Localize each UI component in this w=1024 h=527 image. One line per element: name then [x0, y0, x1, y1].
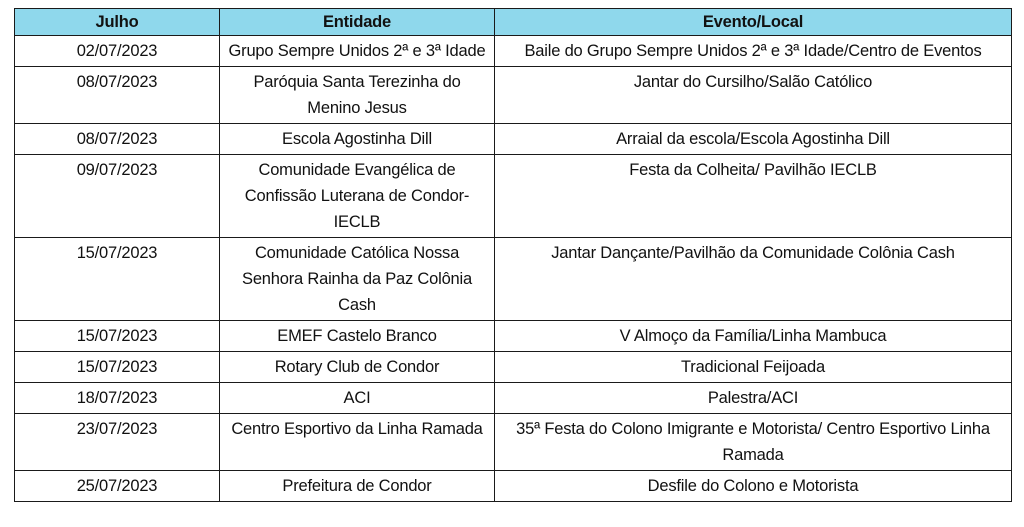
- table-row: [15, 414, 1012, 471]
- cell-date: 09/07/2023: [15, 155, 220, 238]
- table-row: [15, 471, 1012, 502]
- cell-event: Desfile do Colono e Motorista: [495, 471, 1012, 502]
- cell-entity: Comunidade Católica Nossa Senhora Rainha da Paz Colônia Cash: [220, 238, 495, 321]
- cell-entity: Grupo Sempre Unidos 2ª e 3ª Idade: [220, 36, 495, 67]
- cell-date: 15/07/2023: [15, 238, 220, 321]
- cell-event: Jantar do Cursilho/Salão Católico: [495, 67, 1012, 124]
- table-row: [15, 352, 1012, 383]
- cell-event: 35ª Festa do Colono Imigrante e Motorista/ Centro Esportivo Linha Ramada: [495, 414, 1012, 471]
- table-row: [15, 238, 1012, 321]
- cell-event: V Almoço da Família/Linha Mambuca: [495, 321, 1012, 352]
- events-table: [14, 8, 1012, 502]
- cell-event: Festa da Colheita/ Pavilhão IECLB: [495, 155, 1012, 238]
- cell-date: 02/07/2023: [15, 36, 220, 67]
- column-header-month: Julho: [15, 9, 220, 36]
- cell-entity: Rotary Club de Condor: [220, 352, 495, 383]
- table-row: [15, 383, 1012, 414]
- cell-date: 08/07/2023: [15, 124, 220, 155]
- cell-date: 08/07/2023: [15, 67, 220, 124]
- table-row: [15, 36, 1012, 67]
- cell-event: Tradicional Feijoada: [495, 352, 1012, 383]
- cell-entity: EMEF Castelo Branco: [220, 321, 495, 352]
- cell-entity: Centro Esportivo da Linha Ramada: [220, 414, 495, 471]
- table-header: [15, 9, 1012, 36]
- cell-entity: Comunidade Evangélica de Confissão Luterana de Condor-IECLB: [220, 155, 495, 238]
- cell-date: 15/07/2023: [15, 321, 220, 352]
- table-row: [15, 155, 1012, 238]
- cell-date: 23/07/2023: [15, 414, 220, 471]
- header-row: [15, 9, 1012, 36]
- table-row: [15, 67, 1012, 124]
- cell-date: 18/07/2023: [15, 383, 220, 414]
- table-row: [15, 124, 1012, 155]
- table-body: [15, 36, 1012, 502]
- table-row: [15, 321, 1012, 352]
- cell-date: 25/07/2023: [15, 471, 220, 502]
- cell-entity: ACI: [220, 383, 495, 414]
- cell-entity: Prefeitura de Condor: [220, 471, 495, 502]
- cell-event: Arraial da escola/Escola Agostinha Dill: [495, 124, 1012, 155]
- cell-event: Baile do Grupo Sempre Unidos 2ª e 3ª Idade/Centro de Eventos: [495, 36, 1012, 67]
- cell-entity: Escola Agostinha Dill: [220, 124, 495, 155]
- cell-event: Palestra/ACI: [495, 383, 1012, 414]
- column-header-event-location: Evento/Local: [495, 9, 1012, 36]
- cell-entity: Paróquia Santa Terezinha do Menino Jesus: [220, 67, 495, 124]
- cell-event: Jantar Dançante/Pavilhão da Comunidade Colônia Cash: [495, 238, 1012, 321]
- column-header-entity: Entidade: [220, 9, 495, 36]
- cell-date: 15/07/2023: [15, 352, 220, 383]
